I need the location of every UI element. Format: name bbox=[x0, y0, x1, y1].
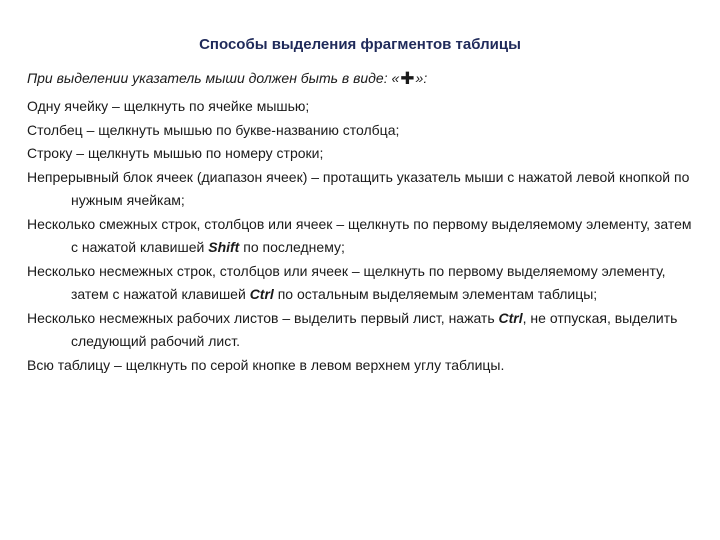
key-name: Shift bbox=[208, 239, 240, 255]
list-item bbox=[27, 260, 702, 307]
item-text-before: Несколько несмежных рабочих листов – выделить первый лист, нажать bbox=[27, 309, 499, 326]
item-text: Одну ячейку – щелкнуть по ячейке мышью; bbox=[27, 98, 310, 114]
list-item bbox=[27, 213, 702, 260]
item-text-before: Несколько несмежных строк, столбцов или ячеек – щелкнуть по первому выделяемому элементу, затем с нажатой клавишей bbox=[27, 262, 666, 302]
intro-text-before: При выделении указатель мыши должен быть в виде: « bbox=[27, 70, 400, 86]
list-item bbox=[27, 119, 702, 143]
list-item bbox=[27, 354, 702, 378]
list-item bbox=[27, 95, 702, 119]
item-text-after: , не отпуская, выделить следующий рабочий лист. bbox=[71, 309, 678, 349]
item-text: Строку – щелкнуть мышью по номеру строки; bbox=[27, 145, 324, 161]
item-text-after: по последнему; bbox=[239, 239, 345, 255]
list-item bbox=[27, 307, 702, 354]
item-text-after: по остальным выделяемым элементам таблицы; bbox=[273, 286, 598, 302]
key-name: Ctrl bbox=[498, 309, 523, 326]
item-text-before: Несколько смежных строк, столбцов или ячеек – щелкнуть по первому выделяемому элементу, затем с нажатой клавишей bbox=[27, 215, 692, 255]
list-item bbox=[27, 142, 702, 166]
item-text: Непрерывный блок ячеек (диапазон ячеек) – протащить указатель мыши с нажатой левой кнопкой по нужным ячейкам; bbox=[27, 168, 690, 208]
intro-text-after: »: bbox=[415, 70, 428, 86]
item-text: Всю таблицу – щелкнуть по серой кнопке в левом верхнем углу таблицы. bbox=[27, 356, 505, 373]
page-title: Способы выделения фрагментов таблицы bbox=[199, 36, 521, 53]
selection-methods-list bbox=[27, 95, 702, 377]
plus-cursor-icon: ✚ bbox=[400, 69, 415, 88]
key-name: Ctrl bbox=[249, 286, 274, 302]
item-text: Столбец – щелкнуть мышью по букве-названию столбца; bbox=[27, 121, 400, 138]
list-item bbox=[27, 166, 702, 213]
intro-line bbox=[27, 70, 427, 86]
